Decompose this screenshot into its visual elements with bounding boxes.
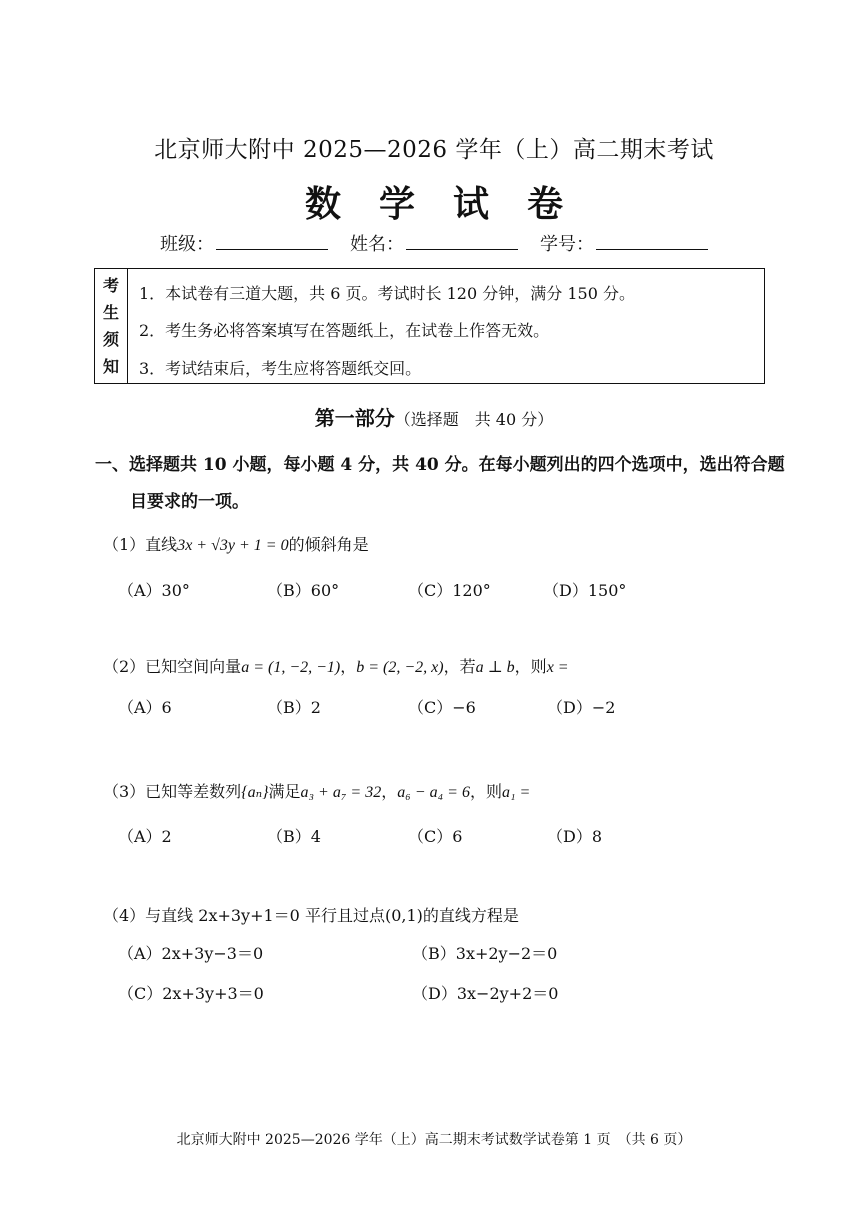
q3-sep: ， bbox=[381, 782, 398, 801]
name-field bbox=[350, 230, 518, 256]
q2-tail: ，则 bbox=[514, 657, 547, 676]
q1-option-c[interactable]: （C）120° bbox=[408, 581, 491, 600]
q4-option-c[interactable]: （C）2x+3y+3＝0 bbox=[118, 984, 264, 1003]
q4-option-a[interactable]: （A）2x+3y−3＝0 bbox=[118, 944, 264, 963]
notice-line-3: 3．考试结束后，考生应将答题纸交回。 bbox=[139, 359, 422, 378]
q3-mid: 满足 bbox=[268, 782, 301, 801]
q1-suffix: 的倾斜角是 bbox=[288, 535, 369, 554]
class-field bbox=[160, 230, 328, 256]
q3-prefix: （3）已知等差数列 bbox=[103, 782, 242, 801]
q3-condition-2: a₆ − a₄ = 6 bbox=[397, 784, 470, 801]
section-heading-line-2: 目要求的一项。 bbox=[130, 492, 249, 512]
school-title: 北京师大附中 2025—2026 学年（上）高二期末考试 bbox=[154, 137, 714, 163]
q2-option-c[interactable]: （C）−6 bbox=[408, 698, 476, 717]
question-4-stem: （4）与直线 2x+3y+1＝0 平行且过点(0,1)的直线方程是 bbox=[103, 906, 519, 925]
q4-option-d[interactable]: （D）3x−2y+2＝0 bbox=[412, 984, 559, 1003]
q3-a1-eq: a₁ = bbox=[501, 784, 531, 801]
q2-perp: a ⊥ b bbox=[475, 659, 515, 676]
q2-vector-a: a = (1, −2, −1) bbox=[241, 659, 341, 676]
q2-sep: ， bbox=[340, 657, 357, 676]
exam-title: 数学试卷 bbox=[304, 183, 601, 225]
name-blank[interactable] bbox=[406, 235, 518, 250]
q1-option-a[interactable]: （A）30° bbox=[118, 581, 190, 600]
notice-side-char: 知 bbox=[102, 357, 119, 376]
q2-option-a[interactable]: （A）6 bbox=[118, 698, 172, 717]
student-id-field bbox=[540, 230, 708, 256]
notice-box bbox=[94, 268, 765, 384]
q2-mid: ，若 bbox=[443, 657, 476, 676]
notice-side-char: 生 bbox=[102, 303, 119, 322]
q3-option-c[interactable]: （C）6 bbox=[408, 827, 463, 846]
notice-side-char: 须 bbox=[102, 330, 119, 349]
q1-prefix: （1）直线 bbox=[103, 535, 178, 554]
question-3-stem bbox=[103, 779, 530, 802]
q3-option-d[interactable]: （D）8 bbox=[547, 827, 603, 846]
name-label: 姓名： bbox=[350, 234, 404, 255]
question-2-stem bbox=[103, 654, 569, 677]
q3-tail: ，则 bbox=[469, 782, 502, 801]
q3-condition-1: a₃ + a₇ = 32 bbox=[300, 784, 382, 801]
q4-option-b[interactable]: （B）3x+2y−2＝0 bbox=[412, 944, 558, 963]
q1-equation: 3x + √3y + 1 = 0 bbox=[177, 537, 289, 554]
notice-line-1: 1．本试卷有三道大题，共 6 页。考试时长 120 分钟，满分 150 分。 bbox=[139, 284, 635, 303]
part-title bbox=[0, 402, 868, 431]
notice-side-char: 考 bbox=[102, 276, 119, 295]
q3-option-b[interactable]: （B）4 bbox=[267, 827, 321, 846]
class-label: 班级： bbox=[160, 234, 214, 255]
student-id-blank[interactable] bbox=[596, 235, 708, 250]
q1-option-d[interactable]: （D）150° bbox=[543, 581, 627, 600]
q2-vector-b: b = (2, −2, x) bbox=[356, 659, 444, 676]
student-id-label: 学号： bbox=[540, 234, 594, 255]
part-title-main: 第一部分 bbox=[314, 406, 395, 430]
q1-option-b[interactable]: （B）60° bbox=[267, 581, 340, 600]
section-heading-line-1: 一、选择题共 10 小题，每小题 4 分，共 40 分。在每小题列出的四个选项中，选出符合题 bbox=[95, 455, 785, 475]
q2-x-eq: x = bbox=[546, 659, 569, 676]
notice-side-label bbox=[95, 269, 128, 383]
page-footer: 北京师大附中 2025—2026 学年（上）高二期末考试数学试卷第 1 页 （共 6 页） bbox=[176, 1132, 692, 1148]
q2-option-d[interactable]: （D）−2 bbox=[547, 698, 616, 717]
part-title-sub: （选择题 共 40 分） bbox=[394, 410, 554, 429]
q2-option-b[interactable]: （B）2 bbox=[267, 698, 321, 717]
question-1-stem bbox=[103, 532, 369, 555]
q3-sequence: {aₙ} bbox=[241, 784, 269, 801]
notice-line-2: 2．考生务必将答案填写在答题纸上，在试卷上作答无效。 bbox=[139, 321, 550, 340]
q2-prefix: （2）已知空间向量 bbox=[103, 657, 242, 676]
q3-option-a[interactable]: （A）2 bbox=[118, 827, 172, 846]
class-blank[interactable] bbox=[216, 235, 328, 250]
